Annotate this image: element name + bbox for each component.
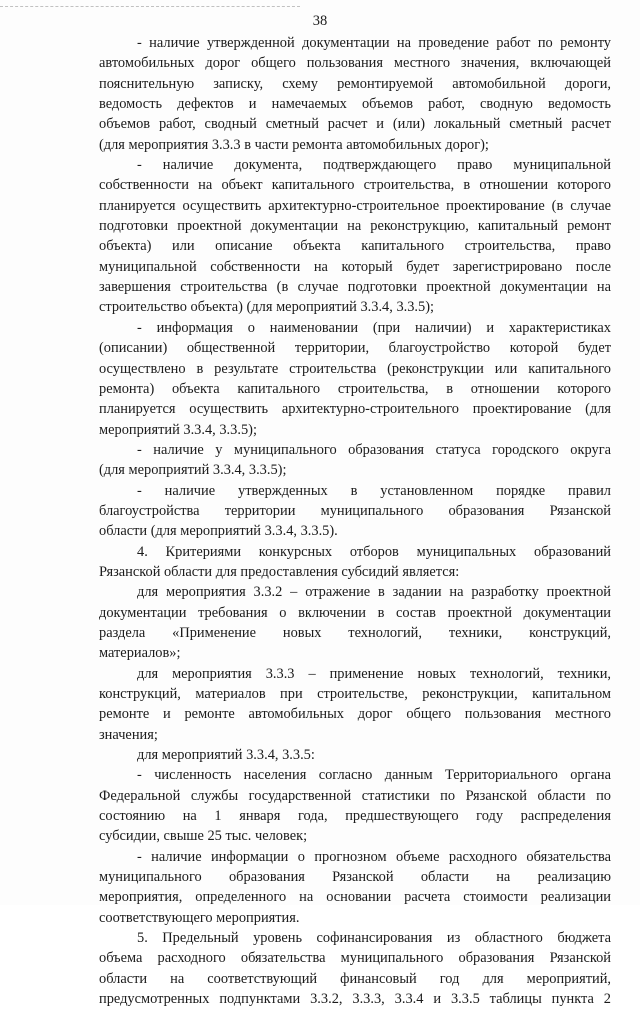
text-line: осуществлено в результате строительства (реконструкции или капитального bbox=[99, 360, 611, 377]
text-line: Федеральной службы государственной статистики по Рязанской области по bbox=[99, 787, 611, 804]
text-line: ремонте и ремонте автомобильных дорог общего пользования местного bbox=[99, 706, 611, 723]
text-line: муниципального образования Рязанской области на реализацию bbox=[99, 869, 611, 886]
text-line: субсидии, свыше 25 тыс. человек; bbox=[99, 828, 308, 845]
text-line: для мероприятия 3.3.3 – применение новых технологий, техники, bbox=[137, 665, 611, 682]
text-line: планируется осуществить архитектурно-строительного проектирование (для bbox=[99, 401, 611, 418]
text-line: объема расходного обязательства муниципального образования Рязанской bbox=[99, 950, 611, 967]
text-line: области на соответствующий финансовый год для мероприятий, bbox=[99, 970, 611, 987]
text-line: (описании) общественной территории, благоустройство которой будет bbox=[99, 340, 611, 357]
text-line: - наличие документа, подтверждающего право муниципальной bbox=[137, 157, 611, 174]
text-line: ведомость дефектов и намечаемых объемов работ, сводную ведомость bbox=[99, 96, 611, 113]
text-line: подготовки проектной документации на реконструкцию, капитальный ремонт bbox=[99, 218, 611, 235]
text-line: мероприятия, определенного на основании расчета стоимости реализации bbox=[99, 889, 611, 906]
text-line: предусмотренных подпунктами 3.3.2, 3.3.3, 3.3.4 и 3.3.5 таблицы пункта 2 bbox=[99, 991, 611, 1008]
text-line: пояснительную записку, схему ремонтируемой автомобильной дороги, bbox=[99, 75, 611, 92]
text-line: ремонта) объекта капитального строительства, в отношении которого bbox=[99, 380, 611, 397]
text-line: объекта) или описание объекта капитального строительства, право bbox=[99, 238, 611, 255]
text-line: 5. Предельный уровень софинансирования из областного бюджета bbox=[137, 930, 611, 947]
text-line: материалов»; bbox=[99, 645, 181, 662]
text-line: (для мероприятия 3.3.3 в части ремонта автомобильных дорог); bbox=[99, 136, 489, 153]
text-line: 4. Критериями конкурсных отборов муниципальных образований bbox=[137, 543, 611, 560]
text-line: (для мероприятий 3.3.4, 3.3.5); bbox=[99, 462, 287, 479]
text-line: строительство объекта) (для мероприятий 3.3.4, 3.3.5); bbox=[99, 299, 435, 316]
text-line: раздела «Применение новых технологий, техники, конструкций, bbox=[99, 624, 611, 641]
text-line: состоянию на 1 января года, предшествующего году распределения bbox=[99, 808, 611, 825]
text-line: - наличие утвержденной документации на проведение работ по ремонту bbox=[137, 35, 611, 51]
text-line: для мероприятия 3.3.2 – отражение в задании на разработку проектной bbox=[137, 584, 611, 601]
text-line: документации требования о включении в состав проектной документации bbox=[99, 604, 611, 621]
text-line: - наличие у муниципального образования статуса городского округа bbox=[137, 441, 611, 458]
text-line: завершения строительства (в случае подготовки проектной документации на bbox=[99, 279, 611, 296]
text-line: - информация о наименовании (при наличии) и характеристиках bbox=[137, 319, 611, 336]
text-line: планируется осуществить архитектурно-строительное проектирование (в случае bbox=[99, 197, 611, 214]
scan-edge-line bbox=[0, 6, 300, 8]
text-line: соответствующего мероприятия. bbox=[99, 909, 300, 926]
text-line: благоустройства территории муниципального образования Рязанской bbox=[99, 502, 611, 519]
text-line: - численность населения согласно данным Территориального органа bbox=[137, 767, 611, 784]
text-line: области (для мероприятий 3.3.4, 3.3.5). bbox=[99, 523, 338, 540]
text-line: - наличие утвержденных в установленном порядке правил bbox=[137, 482, 611, 499]
text-line: собственности на объект капитального строительства, в отношении которого bbox=[99, 177, 611, 194]
text-line: для мероприятий 3.3.4, 3.3.5: bbox=[137, 747, 315, 764]
text-line: значения; bbox=[99, 726, 158, 743]
text-line: объемов работ, сводный сметный расчет и (или) локальный сметный расчет bbox=[99, 116, 611, 133]
body-text bbox=[99, 33, 611, 1010]
text-line: - наличие информации о прогнозном объеме расходного обязательства bbox=[137, 848, 611, 865]
page-number: 38 bbox=[312, 13, 328, 29]
text-line: муниципальной собственности на который будет зарегистрировано после bbox=[99, 258, 611, 275]
text-line: конструкций, материалов при строительстве, реконструкции, капитальном bbox=[99, 686, 611, 702]
text-line: автомобильных дорог общего пользования местного значения, включающей bbox=[99, 55, 611, 72]
text-line: мероприятий 3.3.4, 3.3.5); bbox=[99, 421, 257, 438]
text-line: Рязанской области для предоставления субсидий является: bbox=[99, 563, 460, 580]
